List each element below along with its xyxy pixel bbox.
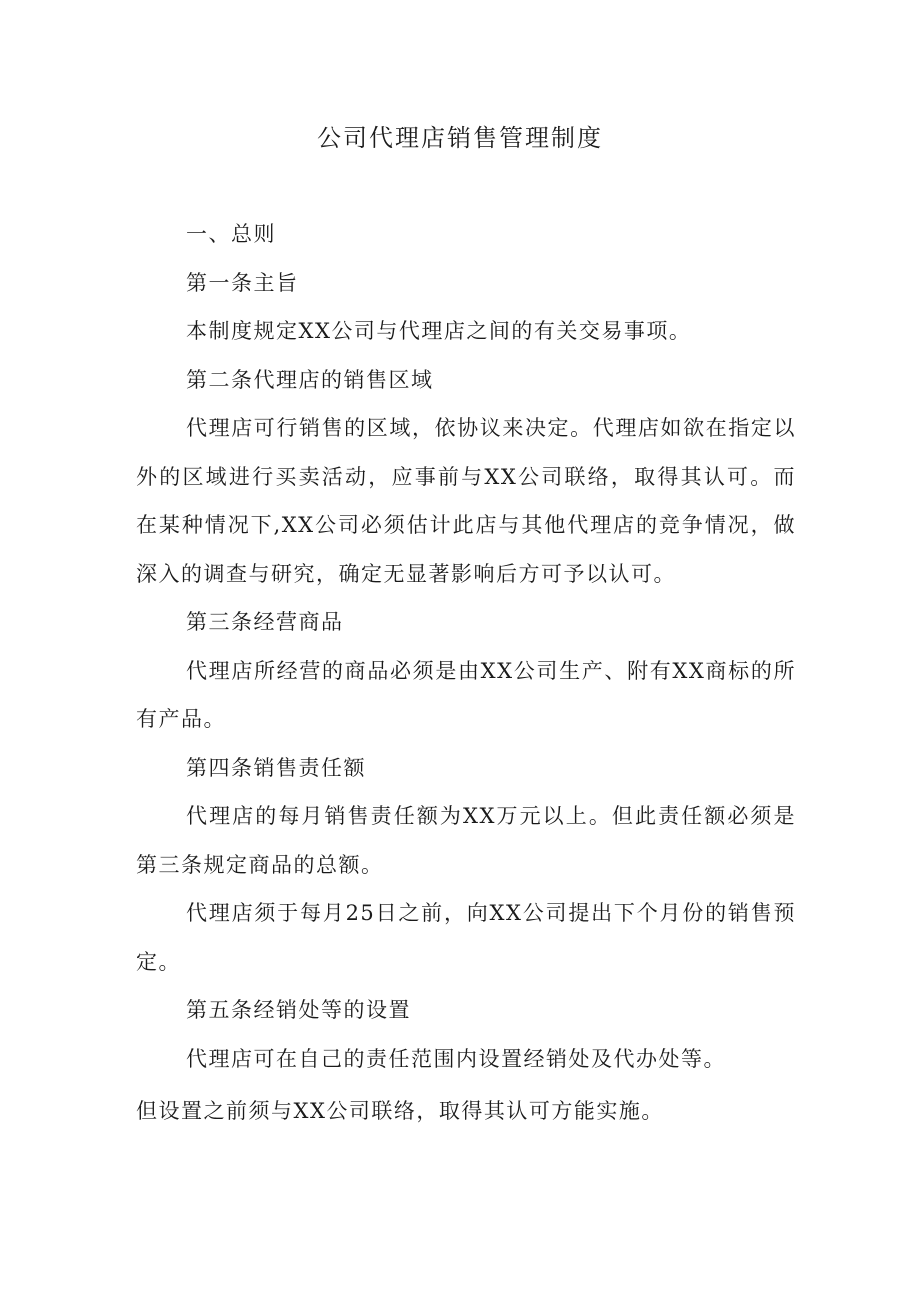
article-5-text-1: 代理店可在自己的责任范围内设置经销处及代办处等。 [186, 1046, 726, 1071]
article-5-heading: 第五条经销处等的设置 [186, 998, 411, 1022]
article-4-heading: 第四条销售责任额 [186, 755, 366, 780]
article-5-text-2: 但设置之前须与XX公司联络，取得其认可方能实施。 [136, 1099, 664, 1123]
document-title: 公司代理店销售管理制度 [317, 124, 603, 152]
article-1-text: 本制度规定XX公司与代理店之间的有关交易事项。 [186, 319, 692, 343]
article-3-text: 代理店所经营的商品必须是由XX公司生产、附有XX商标的所有产品。 [136, 658, 796, 731]
article-3-heading: 第三条经营商品 [186, 610, 344, 634]
article-1-heading: 第一条主旨 [186, 270, 299, 295]
section-heading-general: 一、总则 [186, 222, 276, 246]
article-4-text-2: 代理店须于每月25日之前，向XX公司提出下个月份的销售预定。 [136, 901, 796, 974]
article-2-heading: 第二条代理店的销售区域 [186, 367, 434, 392]
document-body [136, 210, 796, 1136]
article-2-text: 代理店可行销售的区域，依协议来决定。代理店如欲在指定以外的区域进行买卖活动，应事前与XX公司联络，取得其认可。而在某种情况下,XX公司必须估计此店与其他代理店的竞争情况，做深入的调查与研究，确定无显著影响后方可予以认可。 [136, 416, 796, 586]
article-4-text-1: 代理店的每月销售责任额为XX万元以上。但此责任额必须是第三条规定商品的总额。 [136, 804, 796, 877]
